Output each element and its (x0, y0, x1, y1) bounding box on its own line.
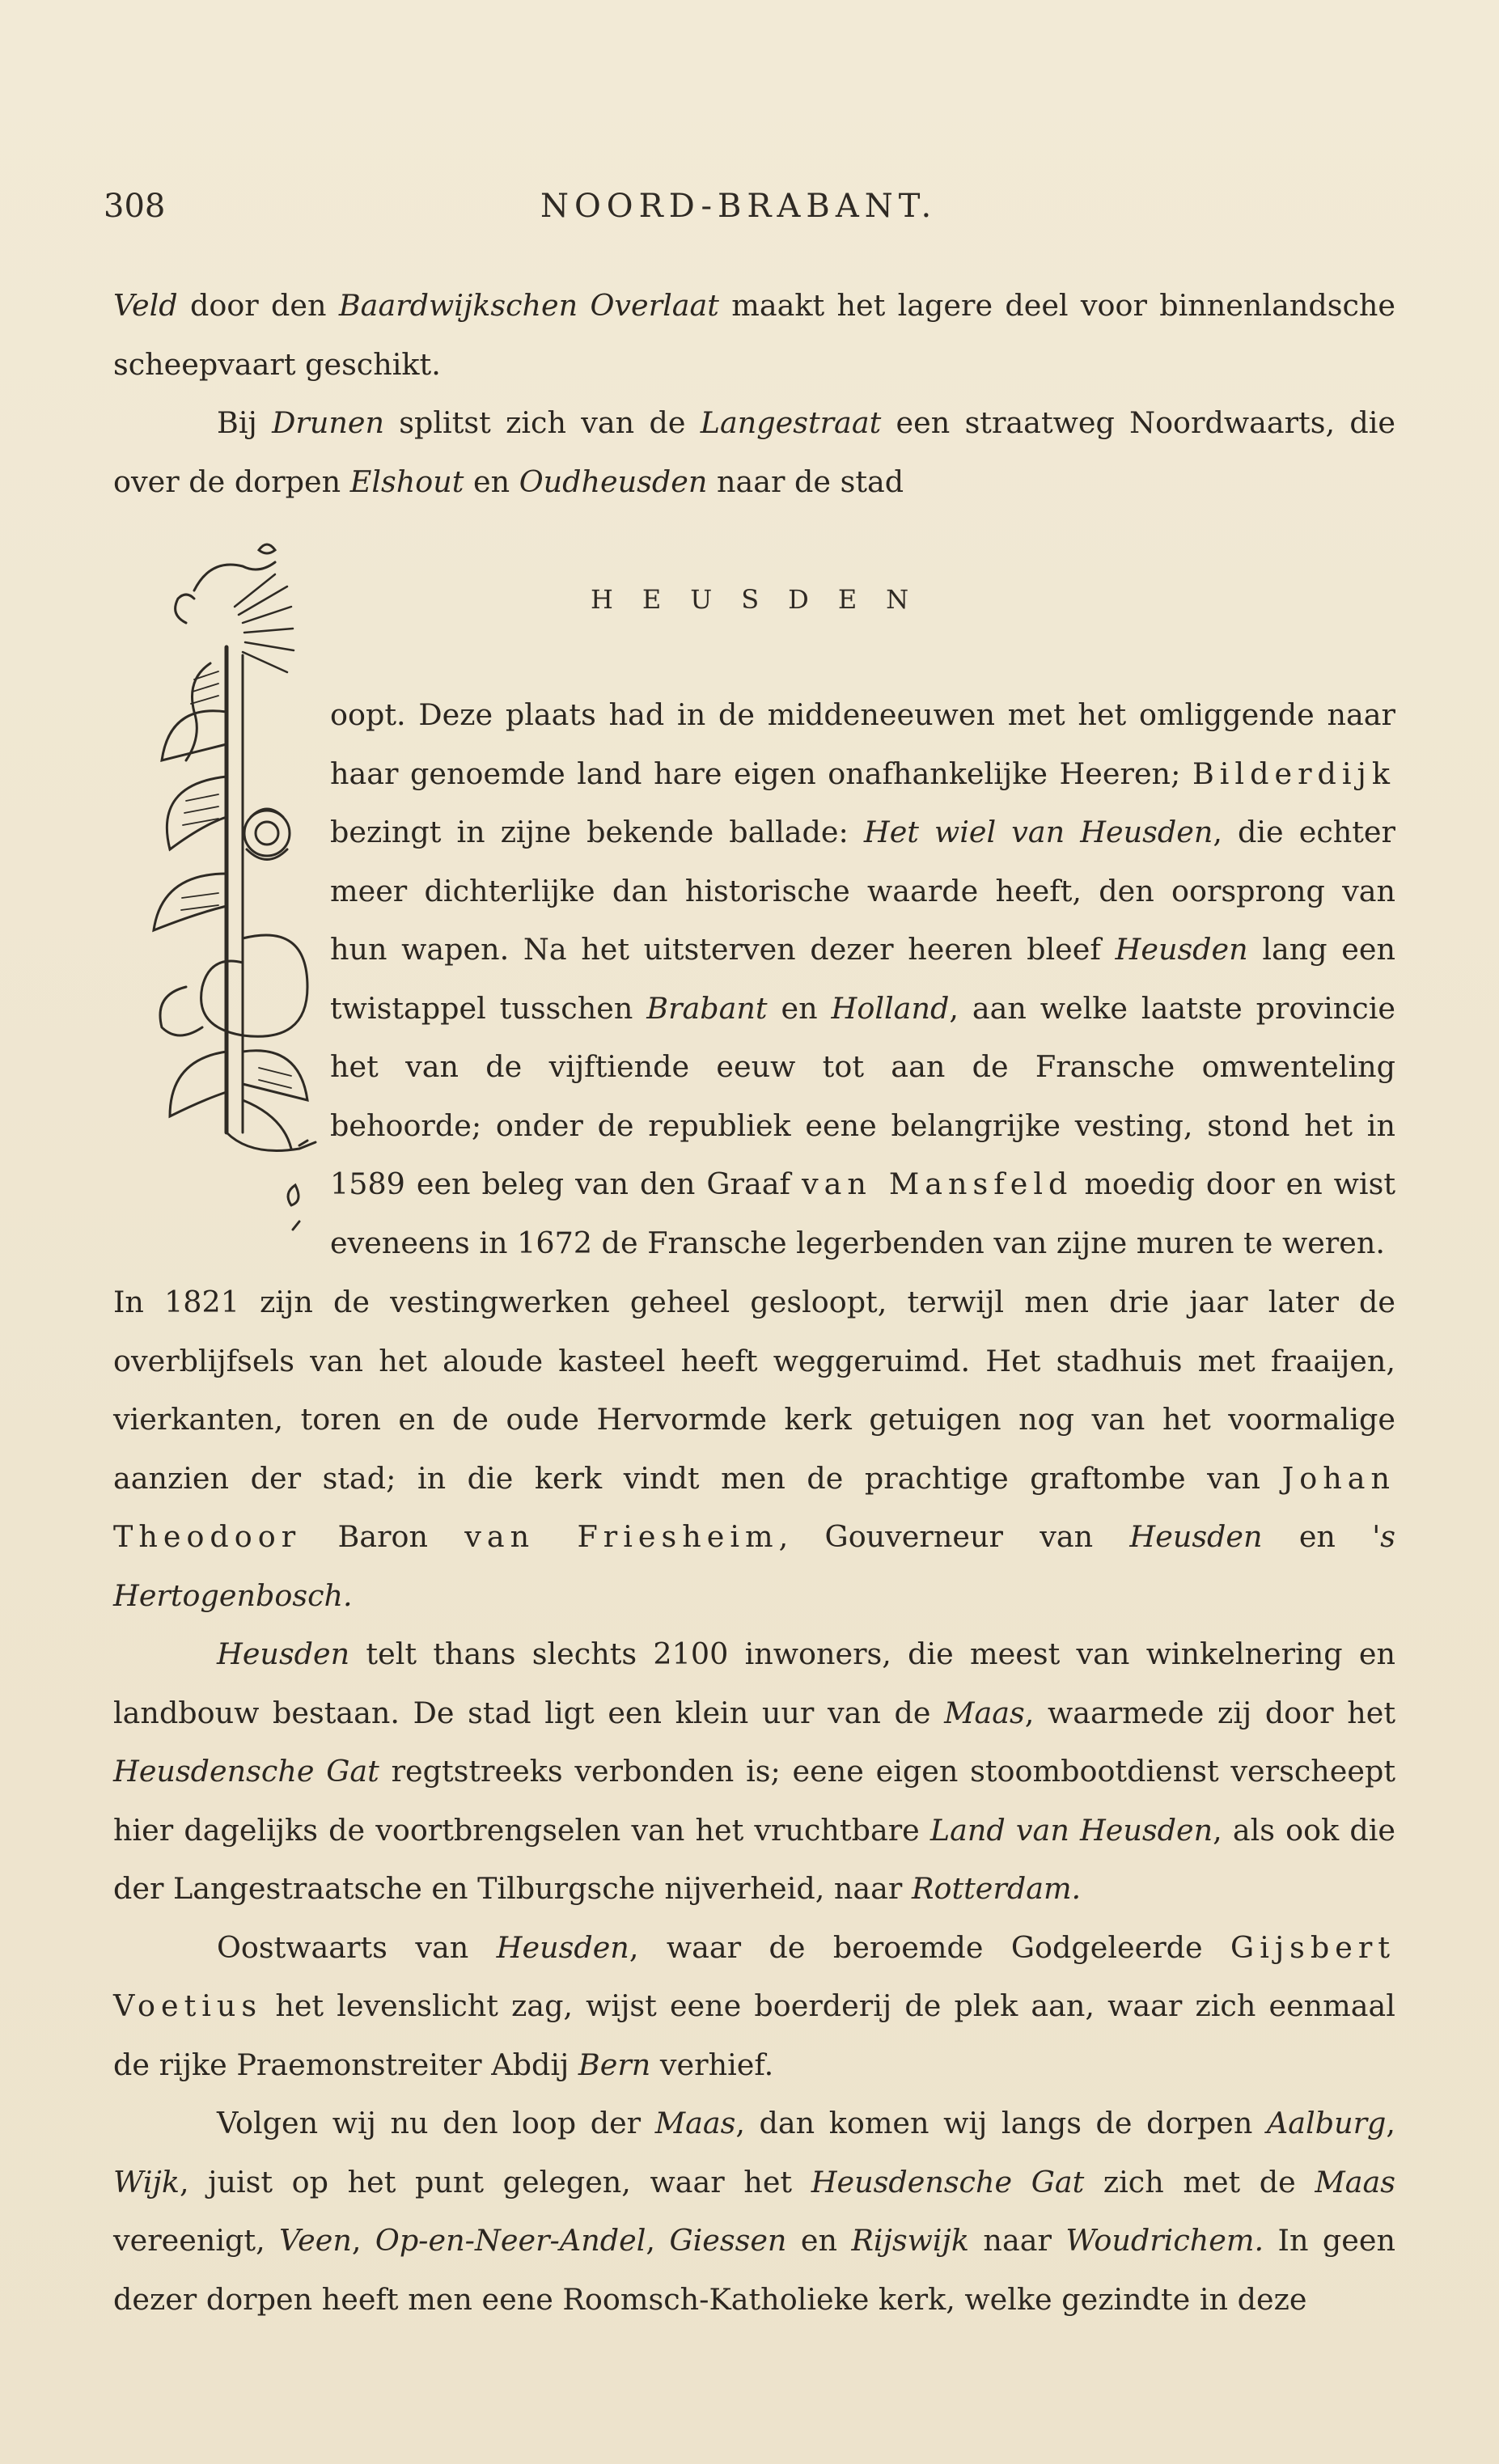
text-run: oopt. Deze plaats had in de middeneeuwen met het omliggende naar haar genoemde land hare eigen onafhankelijke Heeren; (330, 697, 1395, 791)
italic-run: Wijk (113, 2164, 180, 2199)
text-run: en (464, 464, 519, 499)
text-run: , dan komen wij langs de dorpen (735, 2106, 1267, 2140)
italic-run: Heusden (217, 1636, 350, 1671)
text-run: en (786, 2223, 852, 2258)
italic-run: Langestraat (700, 405, 882, 440)
text-run: door den (177, 288, 339, 323)
text-run: , Gouverneur van (778, 1519, 1130, 1554)
text-run: , (351, 2223, 375, 2258)
running-title: NOORD-BRABANT. (540, 188, 938, 225)
main-text (113, 1273, 1395, 2329)
text-run: , als ook die der Langestraatsche en Tilburgsche nijverheid, naar (113, 1812, 1396, 1906)
italic-run: Maas (654, 2106, 736, 2140)
intro-text (113, 277, 1395, 511)
italic-run: Drunen (272, 405, 384, 440)
text-run: Volgen wij nu den loop der (217, 2106, 655, 2140)
text-run: vereenigt, (113, 2223, 280, 2258)
italic-run: Heusdensche Gat (811, 2164, 1085, 2199)
text-run: regtstreeks verbonden is; eene eigen stoombootdienst verscheept hier dagelijks de voortbrengselen van het vruchtbare (113, 1754, 1395, 1848)
italic-run: Giessen (669, 2223, 787, 2258)
text-run: lang een twistappel tusschen (330, 932, 1395, 1026)
italic-run: Maas (944, 1695, 1025, 1730)
section-heading: HEUSDEN (591, 584, 938, 615)
paragraph-intro-2 (113, 394, 1395, 511)
italic-run: Aalburg (1266, 2106, 1387, 2140)
text-run: een straatweg Noordwaarts, die over de dorpen (113, 405, 1395, 499)
italic-run: Oudheusden (519, 464, 708, 499)
text-run: verhief. (650, 2047, 774, 2082)
italic-run: Bern (578, 2047, 651, 2082)
italic-run: Heusdensche Gat (113, 1754, 379, 1789)
italic-run: Maas (1315, 2164, 1395, 2199)
italic-run: Op-en-Neer-Andel (375, 2223, 646, 2258)
page-number: 308 (104, 188, 166, 225)
paragraph-4 (113, 2094, 1395, 2329)
spaced-run: Johan Theodoor (113, 1460, 1395, 1554)
spaced-run: Gijsbert Voetius (113, 1929, 1395, 2023)
text-run: In geen dezer dorpen heeft men eene Roomsch-Katholieke kerk, welke gezindte in deze (113, 2223, 1395, 2317)
text-run: , die echter meer dichterlijke dan historische waarde heeft, den oorsprong van hun wapen. Na het uitsterven dezer heeren bleef (330, 815, 1395, 967)
text-run: zich met de (1084, 2164, 1315, 2199)
text-run: In 1821 zijn de vestingwerken geheel gesloopt, terwijl men drie jaar later de overblijfsels van het aloude kasteel heeft weggeruimd. Het stadhuis met fraaijen, vierkanten, toren en de oude Hervormde kerk getuigen nog van het voormalige aanzien der stad; in die kerk vindt men de prachtige graftombe van (113, 1285, 1395, 1496)
text-run: Oostwaarts van (217, 1929, 497, 1965)
decorated-initial-icon (138, 534, 325, 1246)
text-run: , aan welke laatste provincie het van de vijftiende eeuw tot aan de Fransche omwenteling behoorde; onder de republiek eene belangrijke vesting, stond het in 1589 een beleg van den Graaf (330, 990, 1395, 1201)
text-run: en (1262, 1519, 1373, 1554)
text-run: , juist op het punt gelegen, waar het (179, 2164, 811, 2199)
italic-run: Heusden (496, 1929, 629, 1965)
text-run: bezingt in zijne bekende ballade: (330, 815, 864, 849)
text-run: Baron (301, 1519, 465, 1554)
text-run: telt thans slechts 2100 inwoners, die meest van winkelnering en landbouw bestaan. De stad ligt een klein uur van de (113, 1636, 1395, 1730)
text-run: , waar de beroemde Godgeleerde (629, 1929, 1231, 1965)
page-header (104, 188, 1398, 236)
italic-run: Baardwijkschen Overlaat (338, 288, 719, 323)
wrapped-text (330, 686, 1395, 1272)
italic-run: 's Hertogenbosch. (113, 1519, 1395, 1613)
italic-run: Rijswijk (851, 2223, 969, 2258)
text-run: Bij (217, 405, 273, 440)
italic-run: Elshout (349, 464, 464, 499)
italic-run: Woudrichem. (1065, 2223, 1264, 2258)
paragraph-1 (113, 1273, 1395, 1625)
text-run: , (646, 2223, 670, 2258)
text-run: maakt het lagere deel voor binnenlandsche scheepvaart geschikt. (113, 288, 1396, 382)
italic-run: Het wiel van Heusden (863, 815, 1213, 849)
text-run: moedig door en wist eveneens in 1672 de Fransche legerbenden van zijne muren te weren. (330, 1166, 1395, 1260)
spaced-run: van Mansfeld (801, 1166, 1073, 1201)
italic-run: Veld (113, 288, 178, 323)
text-run: het levenslicht zag, wijst eene boerderij de plek aan, waar zich eenmaal de rijke Praemonstreiter Abdij (113, 1988, 1395, 2082)
italic-run: Brabant (646, 990, 768, 1026)
spaced-run: Bilderdijk (1192, 756, 1395, 791)
text-run: naar (969, 2223, 1066, 2258)
italic-run: Veen (279, 2223, 352, 2258)
text-run: , (1386, 2106, 1395, 2140)
italic-run: Land van Heusden (929, 1812, 1213, 1848)
spaced-run: van Friesheim (464, 1519, 779, 1554)
text-run: naar de stad (707, 464, 904, 499)
italic-run: Heusden (1129, 1519, 1263, 1554)
italic-run: Heusden (1115, 932, 1248, 967)
text-run: en (767, 990, 832, 1026)
paragraph-3 (113, 1919, 1395, 2095)
italic-run: Holland (831, 990, 950, 1026)
text-run: splitst zich van de (383, 405, 701, 440)
text-run: , waarmede zij door het (1024, 1695, 1395, 1730)
italic-run: Rotterdam. (911, 1871, 1082, 1906)
paragraph-2 (113, 1625, 1395, 1919)
paragraph-intro-1 (113, 277, 1395, 394)
